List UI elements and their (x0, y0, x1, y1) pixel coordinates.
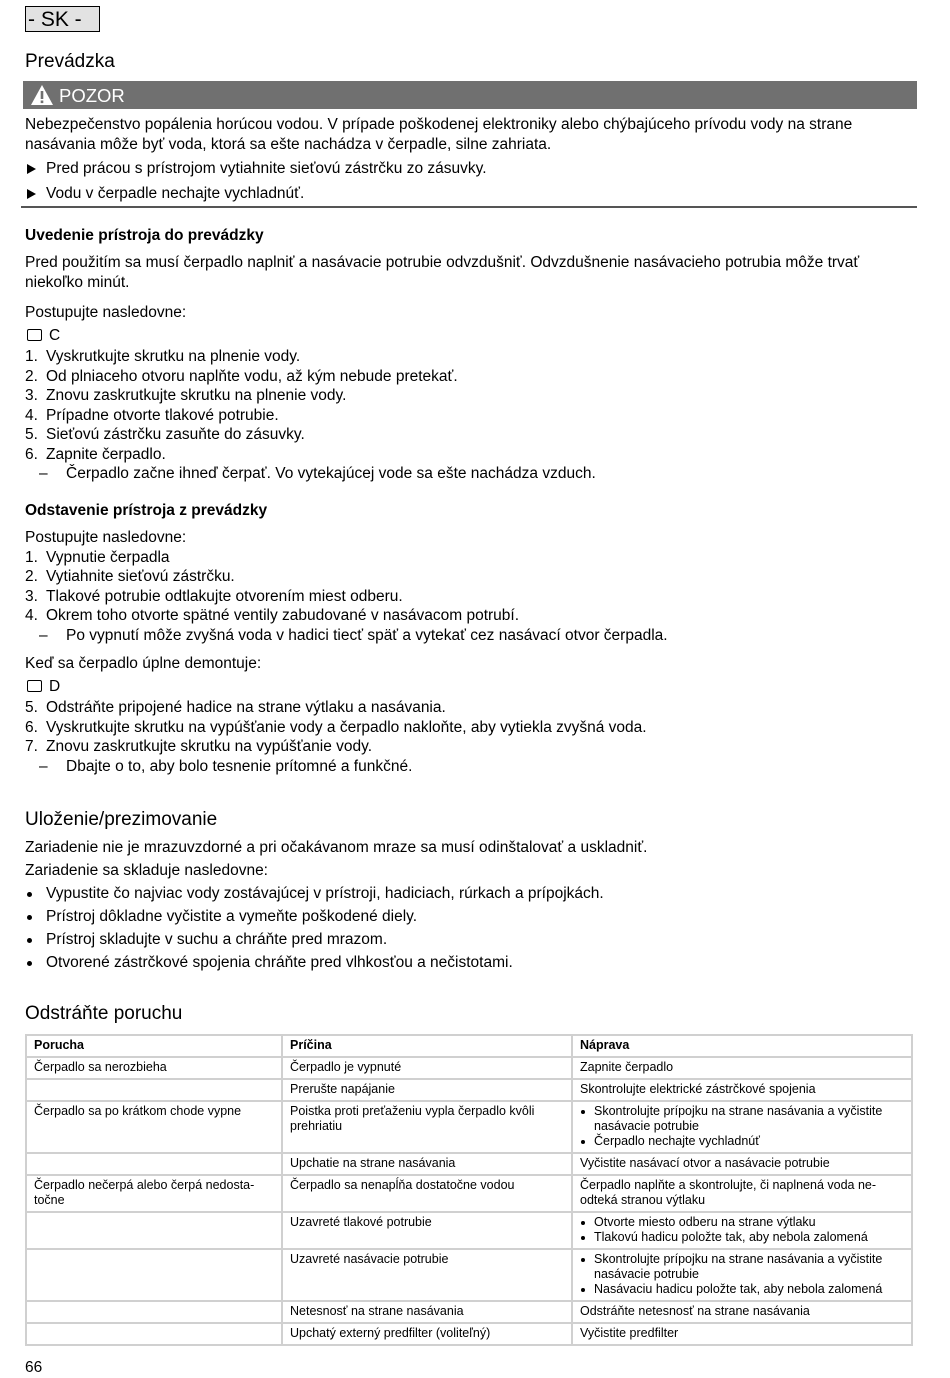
fix-text: Čerpadlo nechajte vychladnúť (594, 1134, 760, 1148)
step-text: Od plniaceho otvoru naplňte vodu, až kým nebude pretekať. (46, 367, 458, 385)
problem-cell (26, 1212, 282, 1249)
fix-cell: Vyčistite predfilter (572, 1323, 912, 1345)
page-number: 66 (25, 1359, 43, 1376)
storage-line: Zariadenie sa skladuje nasledovne: (25, 861, 268, 879)
step-text: Odstráňte pripojené hadice na strane výtlaku a nasávania. (46, 699, 446, 716)
table-row (26, 1153, 912, 1175)
cause-cell: Poistka proti preťaženiu vypla čerpadlo kvôli prehriatiu (282, 1101, 572, 1153)
step-number: 6. (25, 445, 38, 463)
bullet-icon (581, 1288, 585, 1292)
fix-cell: Odstráňte netesnosť na strane nasávania (572, 1301, 912, 1323)
dismantle-text: Keď sa čerpadlo úplne demontuje: (25, 655, 262, 672)
cause-cell: Čerpadlo sa nenapĺňa dostatočne vodou (282, 1175, 572, 1212)
bullet-icon (27, 938, 32, 943)
storage-line: Zariadenie nie je mrazuvzdorné a pri očakávanom mraze sa musí odinštalovať a uskladniť. (25, 839, 648, 856)
result-text: Dbajte o to, aby bolo tesnenie prítomné a funkčné. (66, 757, 413, 775)
dash-marker: – (39, 465, 48, 482)
bullet-text: Prístroj skladujte v suchu a chráňte pred mrazom. (46, 931, 388, 949)
list-item (25, 606, 915, 626)
problem-cell (26, 1153, 282, 1175)
table-row (26, 1323, 912, 1345)
list-item (25, 587, 915, 607)
result-text: Čerpadlo začne ihneď čerpať. Vo vytekajúcej vode sa ešte nachádza vzduch. (66, 465, 596, 482)
dash-marker: – (39, 626, 48, 644)
fault-table (25, 1034, 913, 1346)
startup-intro: Pred použitím sa musí čerpadlo naplniť a nasávacie potrubie odvzdušniť. Odvzdušnenie nasávacieho potrubia môže trvať niekoľko minút. (25, 254, 860, 291)
fix-cell (572, 1101, 912, 1153)
column-header: Príčina (282, 1035, 572, 1057)
step-text: Znovu zaskrutkujte skrutku na vypúšťanie vody. (46, 738, 373, 755)
figure-label: C (49, 326, 61, 344)
table-row (26, 1249, 912, 1301)
result-text: Po vypnutí môže zvyšná voda v hadici tiecť späť a vytekať cez nasávací otvor čerpadla. (66, 626, 668, 644)
table-row (26, 1175, 912, 1212)
figure-ref (25, 677, 915, 697)
warning-step-text: Pred prácou s prístrojom vytiahnite sieťovú zástrčku zo zásuvky. (46, 160, 487, 177)
bullet-icon (581, 1236, 585, 1240)
list-item (25, 548, 915, 568)
shutdown-proceed: Postupujte nasledovne: (25, 529, 187, 546)
bullet-text: Vypustite čo najviac vody zostávajúcej v prístroji, hadiciach, rúrkach a prípojkách. (46, 885, 604, 902)
list-item (25, 445, 915, 465)
startup-title: Uvedenie prístroja do prevádzky (25, 227, 264, 244)
step-number: 3. (25, 587, 38, 605)
step-number: 3. (25, 387, 38, 404)
fix-text: Tlakovú hadicu položte tak, aby nebola zalomená (594, 1230, 868, 1244)
bullet-text: Prístroj dôkladne vyčistite a vymeňte poškodené diely. (46, 908, 418, 926)
language-tag: - SK - (25, 6, 100, 32)
storage-content (25, 838, 915, 976)
step-number: 5. (25, 426, 38, 443)
step-number: 5. (25, 699, 38, 716)
figure-ref (25, 326, 915, 346)
section-title-storage: Uloženie/prezimovanie (25, 809, 218, 830)
table-row (26, 1212, 912, 1249)
problem-cell (26, 1249, 282, 1301)
warning-text: Nebezpečenstvo popálenia horúcou vodou. V prípade poškodenej elektroniky alebo chýbajúceho prívodu vody na strane nasávania môže byť voda, ktorá sa ešte nachádza v čerpadle, silne zahriata. (25, 116, 853, 153)
step-text: Vytiahnite sieťovú zástrčku. (46, 568, 235, 585)
column-header: Porucha (26, 1035, 282, 1057)
table-header-row (26, 1035, 912, 1057)
problem-cell (26, 1323, 282, 1345)
fix-text: Skontrolujte prípojku na strane nasávania a vyčistite nasávacie potrubie (594, 1104, 883, 1133)
list-item (25, 406, 915, 426)
bullet-icon (27, 915, 32, 920)
bullet-icon (581, 1221, 585, 1225)
cause-cell: Upchatý externý predfilter (voliteľný) (282, 1323, 572, 1345)
warning-step (25, 159, 915, 179)
step-number: 2. (25, 568, 38, 585)
list-item (25, 930, 915, 950)
list-item (25, 567, 915, 587)
problem-cell (26, 1079, 282, 1101)
table-row (26, 1057, 912, 1079)
step-text: Vyskrutkujte skrutku na plnenie vody. (46, 348, 301, 365)
startup-content (25, 253, 915, 484)
fix-text: Nasávaciu hadicu položte tak, aby nebola zalomená (594, 1282, 883, 1296)
problem-cell: Čerpadlo nečerpá alebo čerpá nedosta-točne (26, 1175, 282, 1212)
section-title-faults: Odstráňte poruchu (25, 1003, 183, 1024)
warning-banner (23, 81, 917, 109)
cause-cell: Čerpadlo je vypnuté (282, 1057, 572, 1079)
cause-cell: Prerušte napájanie (282, 1079, 572, 1101)
list-item (25, 953, 915, 973)
shutdown-content (25, 528, 915, 776)
problem-cell: Čerpadlo sa nerozbieha (26, 1057, 282, 1079)
list-item (25, 737, 915, 757)
fix-item (580, 1282, 904, 1297)
startup-steps (25, 347, 915, 484)
step-text: Znovu zaskrutkujte skrutku na plnenie vody. (46, 387, 347, 404)
bullet-icon (27, 961, 32, 966)
figure-label: D (49, 677, 61, 695)
fix-item (580, 1134, 904, 1149)
list-item (25, 386, 915, 406)
dash-marker: – (39, 757, 48, 775)
warning-step-text: Vodu v čerpadle nechajte vychladnúť. (46, 184, 305, 202)
fix-cell (572, 1212, 912, 1249)
list-item (25, 907, 915, 927)
warning-step (25, 184, 915, 204)
cause-cell: Uzavreté nasávacie potrubie (282, 1249, 572, 1301)
result-item (25, 626, 915, 646)
warning-icon (30, 84, 54, 115)
list-item (25, 367, 915, 387)
fix-cell: Čerpadlo naplňte a skontrolujte, či naplnená voda ne-odteká stranou výtlaku (572, 1175, 912, 1212)
step-number: 4. (25, 406, 38, 424)
fix-text: Skontrolujte prípojku na strane nasávania a vyčistite nasávacie potrubie (594, 1252, 883, 1281)
step-text: Okrem toho otvorte spätné ventily zabudované v nasávacom potrubí. (46, 607, 520, 624)
fix-cell (572, 1249, 912, 1301)
arrow-icon (27, 189, 36, 199)
list-item (25, 718, 915, 738)
step-text: Vypnutie čerpadla (46, 548, 170, 566)
section-title-operation: Prevádzka (25, 51, 115, 72)
list-item (25, 425, 915, 445)
step-number: 7. (25, 738, 38, 755)
fix-cell: Vyčistite nasávací otvor a nasávacie potrubie (572, 1153, 912, 1175)
step-text: Sieťovú zástrčku zasuňte do zásuvky. (46, 426, 305, 443)
list-item (25, 347, 915, 367)
fix-item (580, 1215, 904, 1230)
warning-label: POZOR (59, 85, 125, 106)
step-number: 2. (25, 367, 38, 385)
fix-item (580, 1230, 904, 1245)
problem-cell: Čerpadlo sa po krátkom chode vypne (26, 1101, 282, 1153)
bullet-icon (581, 1258, 585, 1262)
fix-item (580, 1104, 904, 1134)
bullet-icon (581, 1110, 585, 1114)
startup-proceed: Postupujte nasledovne: (25, 304, 187, 321)
bullet-text: Otvorené zástrčkové spojenia chráňte pred vlhkosťou a nečistotami. (46, 954, 513, 972)
column-header: Náprava (572, 1035, 912, 1057)
problem-cell (26, 1301, 282, 1323)
cause-cell: Netesnosť na strane nasávania (282, 1301, 572, 1323)
step-text: Prípadne otvorte tlakové potrubie. (46, 406, 279, 424)
figure-icon (27, 680, 42, 692)
fix-cell: Skontrolujte elektrické zástrčkové spojenia (572, 1079, 912, 1101)
step-text: Zapnite čerpadlo. (46, 445, 166, 463)
shutdown-title: Odstavenie prístroja z prevádzky (25, 502, 268, 519)
cause-cell: Upchatie na strane nasávania (282, 1153, 572, 1175)
list-item (25, 884, 915, 904)
step-text: Tlakové potrubie odtlakujte otvorením miest odberu. (46, 587, 403, 605)
step-text: Vyskrutkujte skrutku na vypúšťanie vody a čerpadlo nakloňte, aby vytiekla zvyšná voda. (46, 718, 647, 736)
bullet-icon (581, 1140, 585, 1144)
result-item (25, 464, 915, 484)
list-item (25, 698, 915, 718)
table-row (26, 1301, 912, 1323)
dismantle-steps (25, 698, 915, 776)
arrow-icon (27, 164, 36, 174)
bullet-icon (27, 892, 32, 897)
fix-text: Otvorte miesto odberu na strane výtlaku (594, 1215, 816, 1229)
step-number: 6. (25, 718, 38, 736)
table-row (26, 1079, 912, 1101)
divider (21, 206, 917, 208)
result-item (25, 757, 915, 777)
cause-cell: Uzavreté tlakové potrubie (282, 1212, 572, 1249)
fix-cell: Zapnite čerpadlo (572, 1057, 912, 1079)
step-number: 1. (25, 348, 38, 365)
step-number: 4. (25, 607, 38, 624)
warning-content (25, 115, 915, 203)
step-number: 1. (25, 548, 38, 566)
fix-item (580, 1252, 904, 1282)
figure-icon (27, 329, 42, 341)
table-row (26, 1101, 912, 1153)
